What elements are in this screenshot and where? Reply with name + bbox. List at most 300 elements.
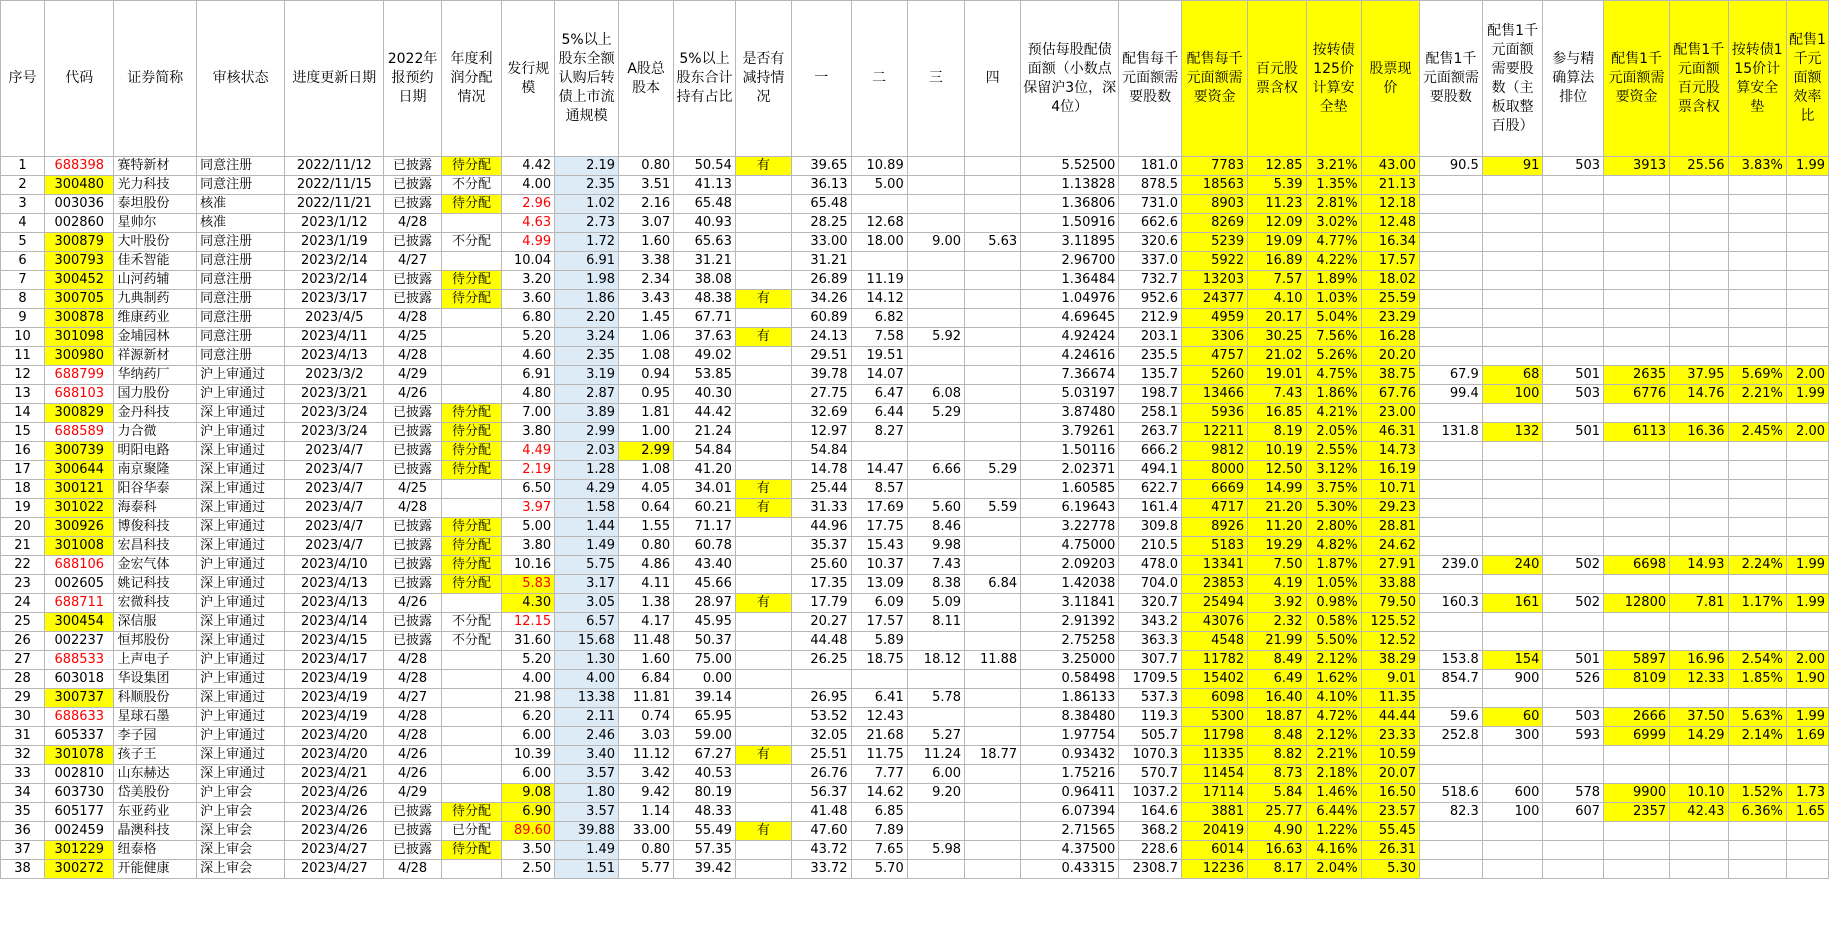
table-cell[interactable]: 6.44 <box>851 404 907 423</box>
table-cell[interactable]: 3881 <box>1182 803 1248 822</box>
table-cell[interactable]: 320.6 <box>1119 233 1182 252</box>
table-cell[interactable]: 6.49 <box>1248 670 1306 689</box>
table-cell[interactable]: 5.63% <box>1728 708 1786 727</box>
table-cell[interactable] <box>1728 841 1786 860</box>
table-cell[interactable]: 38.08 <box>674 271 736 290</box>
table-cell[interactable] <box>907 860 964 879</box>
table-cell[interactable]: 15.43 <box>851 537 907 556</box>
table-cell[interactable]: 已披露 <box>384 461 441 480</box>
table-cell[interactable]: 605177 <box>45 803 114 822</box>
table-cell[interactable]: 26.31 <box>1361 841 1419 860</box>
table-cell[interactable] <box>1543 176 1604 195</box>
table-cell[interactable]: 24.62 <box>1361 537 1419 556</box>
table-cell[interactable] <box>1482 328 1543 347</box>
table-cell[interactable]: 537.3 <box>1119 689 1182 708</box>
table-cell[interactable] <box>735 518 791 537</box>
table-cell[interactable]: 4.60 <box>502 347 555 366</box>
table-cell[interactable]: 5.59 <box>965 499 1021 518</box>
table-cell[interactable]: 金埔园林 <box>114 328 197 347</box>
table-cell[interactable]: 2023/4/26 <box>285 822 384 841</box>
table-cell[interactable]: 505.7 <box>1119 727 1182 746</box>
table-cell[interactable]: 2023/4/5 <box>285 309 384 328</box>
table-cell[interactable]: 1.02 <box>555 195 619 214</box>
table-cell[interactable]: 1 <box>1 157 45 176</box>
table-cell[interactable]: 6.90 <box>502 803 555 822</box>
table-cell[interactable]: 3.79261 <box>1021 423 1119 442</box>
table-cell[interactable]: 25494 <box>1182 594 1248 613</box>
table-cell[interactable] <box>1670 765 1728 784</box>
table-cell[interactable]: 17.75 <box>851 518 907 537</box>
table-cell[interactable]: 28 <box>1 670 45 689</box>
table-cell[interactable]: 5 <box>1 233 45 252</box>
table-cell[interactable]: 维康药业 <box>114 309 197 328</box>
table-cell[interactable]: 核准 <box>197 195 285 214</box>
table-cell[interactable] <box>441 594 502 613</box>
table-cell[interactable]: 161.4 <box>1119 499 1182 518</box>
table-cell[interactable]: 3.40 <box>555 746 619 765</box>
table-cell[interactable]: 300737 <box>45 689 114 708</box>
table-cell[interactable]: 14.99 <box>1248 480 1306 499</box>
table-cell[interactable] <box>907 803 964 822</box>
table-cell[interactable]: 17.57 <box>1361 252 1419 271</box>
table-cell[interactable]: 300480 <box>45 176 114 195</box>
table-cell[interactable] <box>1670 233 1728 252</box>
table-cell[interactable]: 26.25 <box>792 651 852 670</box>
table-cell[interactable]: 3.38 <box>619 252 674 271</box>
table-cell[interactable]: 48.33 <box>674 803 736 822</box>
table-cell[interactable]: 1.90 <box>1786 670 1828 689</box>
table-cell[interactable] <box>1482 271 1543 290</box>
table-cell[interactable]: 31 <box>1 727 45 746</box>
table-cell[interactable]: 23.00 <box>1361 404 1419 423</box>
table-cell[interactable] <box>1420 290 1483 309</box>
table-cell[interactable]: 11.19 <box>851 271 907 290</box>
table-cell[interactable]: 526 <box>1543 670 1604 689</box>
table-cell[interactable] <box>965 366 1021 385</box>
table-cell[interactable]: 0.00 <box>674 670 736 689</box>
table-cell[interactable]: 0.96411 <box>1021 784 1119 803</box>
table-cell[interactable] <box>1420 233 1483 252</box>
table-cell[interactable]: 待分配 <box>441 537 502 556</box>
column-header[interactable]: 配售每千元面额需要资金 <box>1182 1 1248 157</box>
table-cell[interactable]: 2023/3/21 <box>285 385 384 404</box>
table-cell[interactable]: 26.89 <box>792 271 852 290</box>
table-cell[interactable]: 5.09 <box>907 594 964 613</box>
table-cell[interactable] <box>1786 632 1828 651</box>
table-cell[interactable] <box>1728 195 1786 214</box>
table-cell[interactable] <box>1604 233 1670 252</box>
table-cell[interactable]: 31.21 <box>792 252 852 271</box>
table-cell[interactable]: 7.58 <box>851 328 907 347</box>
table-cell[interactable]: 0.58% <box>1306 613 1361 632</box>
table-cell[interactable]: 12.52 <box>1361 632 1419 651</box>
table-cell[interactable]: 60.21 <box>674 499 736 518</box>
table-cell[interactable]: 35.37 <box>792 537 852 556</box>
table-cell[interactable]: 17114 <box>1182 784 1248 803</box>
table-cell[interactable]: 2023/1/19 <box>285 233 384 252</box>
table-cell[interactable]: 19 <box>1 499 45 518</box>
table-cell[interactable]: 已披露 <box>384 632 441 651</box>
table-cell[interactable] <box>441 708 502 727</box>
table-cell[interactable]: 39.88 <box>555 822 619 841</box>
table-cell[interactable]: 6.41 <box>851 689 907 708</box>
table-cell[interactable]: 15.68 <box>555 632 619 651</box>
table-cell[interactable] <box>1786 442 1828 461</box>
table-cell[interactable]: 深上审通过 <box>197 461 285 480</box>
table-cell[interactable]: 2.46 <box>555 727 619 746</box>
table-cell[interactable]: 5.27 <box>907 727 964 746</box>
table-cell[interactable] <box>735 765 791 784</box>
table-cell[interactable]: 1.35% <box>1306 176 1361 195</box>
table-cell[interactable]: 301022 <box>45 499 114 518</box>
table-cell[interactable]: 40.30 <box>674 385 736 404</box>
table-cell[interactable]: 3.02% <box>1306 214 1361 233</box>
table-cell[interactable]: 518.6 <box>1420 784 1483 803</box>
table-cell[interactable]: 307.7 <box>1119 651 1182 670</box>
table-cell[interactable] <box>735 176 791 195</box>
table-cell[interactable]: 5.60 <box>907 499 964 518</box>
table-cell[interactable]: 2.20 <box>555 309 619 328</box>
table-cell[interactable]: 6.66 <box>907 461 964 480</box>
table-cell[interactable] <box>965 841 1021 860</box>
table-cell[interactable]: 12.97 <box>792 423 852 442</box>
table-cell[interactable]: 2666 <box>1604 708 1670 727</box>
table-cell[interactable]: 14.12 <box>851 290 907 309</box>
table-cell[interactable]: 12.18 <box>1361 195 1419 214</box>
table-cell[interactable]: 2.14% <box>1728 727 1786 746</box>
table-cell[interactable]: 1.36806 <box>1021 195 1119 214</box>
table-cell[interactable] <box>907 442 964 461</box>
table-cell[interactable]: 33.00 <box>792 233 852 252</box>
table-cell[interactable]: 4.29 <box>555 480 619 499</box>
table-cell[interactable] <box>441 746 502 765</box>
table-cell[interactable]: 17.35 <box>792 575 852 594</box>
table-cell[interactable]: 14.78 <box>792 461 852 480</box>
table-cell[interactable]: 1.89% <box>1306 271 1361 290</box>
table-cell[interactable]: 8 <box>1 290 45 309</box>
table-cell[interactable]: 75.00 <box>674 651 736 670</box>
table-cell[interactable] <box>1543 404 1604 423</box>
table-cell[interactable]: 11.24 <box>907 746 964 765</box>
table-cell[interactable] <box>965 195 1021 214</box>
column-header[interactable]: 2022年报预约日期 <box>384 1 441 157</box>
table-cell[interactable]: 4.24616 <box>1021 347 1119 366</box>
column-header[interactable]: 预估每股配债面额（小数点保留沪3位，深4位） <box>1021 1 1119 157</box>
table-cell[interactable] <box>965 480 1021 499</box>
table-cell[interactable]: 6113 <box>1604 423 1670 442</box>
table-cell[interactable]: 10.71 <box>1361 480 1419 499</box>
table-cell[interactable]: 67.9 <box>1420 366 1483 385</box>
table-cell[interactable]: 6669 <box>1182 480 1248 499</box>
table-cell[interactable]: 已披露 <box>384 176 441 195</box>
table-cell[interactable] <box>1482 765 1543 784</box>
table-cell[interactable] <box>735 689 791 708</box>
table-cell[interactable]: 32.05 <box>792 727 852 746</box>
table-cell[interactable]: 山河药辅 <box>114 271 197 290</box>
table-cell[interactable] <box>1482 822 1543 841</box>
table-cell[interactable]: 4/25 <box>384 480 441 499</box>
table-cell[interactable]: 2.81% <box>1306 195 1361 214</box>
table-cell[interactable]: 3913 <box>1604 157 1670 176</box>
table-cell[interactable] <box>1543 499 1604 518</box>
table-cell[interactable] <box>965 765 1021 784</box>
table-cell[interactable]: 24.13 <box>792 328 852 347</box>
table-cell[interactable]: 已披露 <box>384 518 441 537</box>
table-cell[interactable]: 16.28 <box>1361 328 1419 347</box>
table-cell[interactable]: 9.01 <box>1361 670 1419 689</box>
table-cell[interactable]: 4/27 <box>384 252 441 271</box>
table-cell[interactable] <box>735 708 791 727</box>
table-cell[interactable]: 263.7 <box>1119 423 1182 442</box>
table-cell[interactable]: 300454 <box>45 613 114 632</box>
table-cell[interactable]: 502 <box>1543 594 1604 613</box>
table-cell[interactable]: 2023/4/14 <box>285 613 384 632</box>
table-cell[interactable] <box>735 195 791 214</box>
table-cell[interactable] <box>1420 499 1483 518</box>
table-cell[interactable]: 570.7 <box>1119 765 1182 784</box>
table-cell[interactable]: 300 <box>1482 727 1543 746</box>
table-cell[interactable]: 1.58 <box>555 499 619 518</box>
table-cell[interactable]: 1.86% <box>1306 385 1361 404</box>
table-cell[interactable] <box>735 347 791 366</box>
table-cell[interactable]: 5922 <box>1182 252 1248 271</box>
table-cell[interactable]: 2023/4/19 <box>285 708 384 727</box>
table-cell[interactable]: 55.49 <box>674 822 736 841</box>
table-cell[interactable]: 3.97 <box>502 499 555 518</box>
table-cell[interactable]: 16.19 <box>1361 461 1419 480</box>
table-cell[interactable]: 不分配 <box>441 632 502 651</box>
table-cell[interactable]: 12 <box>1 366 45 385</box>
table-cell[interactable]: 5.20 <box>502 651 555 670</box>
table-cell[interactable]: 494.1 <box>1119 461 1182 480</box>
table-cell[interactable]: 60.89 <box>792 309 852 328</box>
table-cell[interactable]: 深上审通过 <box>197 632 285 651</box>
table-cell[interactable]: 54.84 <box>674 442 736 461</box>
table-cell[interactable]: 金丹科技 <box>114 404 197 423</box>
table-cell[interactable] <box>1786 499 1828 518</box>
table-cell[interactable]: 6.00 <box>502 727 555 746</box>
table-cell[interactable]: 90.5 <box>1420 157 1483 176</box>
table-cell[interactable]: 同意注册 <box>197 233 285 252</box>
table-cell[interactable] <box>1604 309 1670 328</box>
table-cell[interactable]: 38.75 <box>1361 366 1419 385</box>
table-cell[interactable]: 2023/3/24 <box>285 404 384 423</box>
table-cell[interactable]: 9812 <box>1182 442 1248 461</box>
table-cell[interactable]: 1.03% <box>1306 290 1361 309</box>
table-cell[interactable]: 已披露 <box>384 290 441 309</box>
table-cell[interactable] <box>1482 841 1543 860</box>
table-cell[interactable] <box>735 613 791 632</box>
table-cell[interactable]: 2023/4/17 <box>285 651 384 670</box>
table-cell[interactable] <box>1786 518 1828 537</box>
table-cell[interactable]: 2.12% <box>1306 727 1361 746</box>
table-cell[interactable]: 5.77 <box>619 860 674 879</box>
table-cell[interactable]: 3.43 <box>619 290 674 309</box>
table-cell[interactable]: 131.8 <box>1420 423 1483 442</box>
table-cell[interactable]: 7.81 <box>1670 594 1728 613</box>
table-cell[interactable]: 5.26% <box>1306 347 1361 366</box>
table-cell[interactable]: 4.80 <box>502 385 555 404</box>
table-cell[interactable]: 1.13828 <box>1021 176 1119 195</box>
table-cell[interactable]: 854.7 <box>1420 670 1483 689</box>
table-cell[interactable]: 10.10 <box>1670 784 1728 803</box>
table-cell[interactable] <box>441 328 502 347</box>
table-cell[interactable]: 待分配 <box>441 841 502 860</box>
table-cell[interactable]: 5.29 <box>965 461 1021 480</box>
table-cell[interactable]: 明阳电路 <box>114 442 197 461</box>
table-cell[interactable]: 6.91 <box>502 366 555 385</box>
table-cell[interactable]: 2023/4/20 <box>285 746 384 765</box>
table-cell[interactable]: 3.80 <box>502 423 555 442</box>
table-cell[interactable]: 12.50 <box>1248 461 1306 480</box>
table-cell[interactable]: 18.12 <box>907 651 964 670</box>
table-cell[interactable]: 12.15 <box>502 613 555 632</box>
table-cell[interactable]: 21.02 <box>1248 347 1306 366</box>
table-cell[interactable]: 2.24% <box>1728 556 1786 575</box>
table-cell[interactable] <box>1728 689 1786 708</box>
table-cell[interactable]: 67.71 <box>674 309 736 328</box>
table-cell[interactable]: 岱美股份 <box>114 784 197 803</box>
table-cell[interactable]: 501 <box>1543 366 1604 385</box>
table-cell[interactable]: 1.85% <box>1728 670 1786 689</box>
table-cell[interactable] <box>1543 214 1604 233</box>
table-cell[interactable] <box>1728 632 1786 651</box>
table-cell[interactable] <box>1786 575 1828 594</box>
table-cell[interactable]: 8926 <box>1182 518 1248 537</box>
table-cell[interactable]: 60 <box>1482 708 1543 727</box>
table-cell[interactable] <box>441 347 502 366</box>
table-cell[interactable]: 2.71565 <box>1021 822 1119 841</box>
table-cell[interactable]: 501 <box>1543 423 1604 442</box>
table-cell[interactable]: 12.85 <box>1248 157 1306 176</box>
table-cell[interactable]: 同意注册 <box>197 328 285 347</box>
table-cell[interactable]: 8.48 <box>1248 727 1306 746</box>
table-cell[interactable]: 5.52500 <box>1021 157 1119 176</box>
table-cell[interactable]: 4.86 <box>619 556 674 575</box>
table-cell[interactable]: 4.11 <box>619 575 674 594</box>
table-cell[interactable]: 11.48 <box>619 632 674 651</box>
table-cell[interactable]: 2.19 <box>555 157 619 176</box>
table-cell[interactable] <box>1482 537 1543 556</box>
table-cell[interactable]: 67.27 <box>674 746 736 765</box>
table-cell[interactable] <box>441 689 502 708</box>
table-cell[interactable]: 3.05 <box>555 594 619 613</box>
table-cell[interactable]: 3.89 <box>555 404 619 423</box>
table-cell[interactable]: 160.3 <box>1420 594 1483 613</box>
table-cell[interactable]: 有 <box>735 499 791 518</box>
table-cell[interactable]: 18.02 <box>1361 271 1419 290</box>
table-cell[interactable]: 27.75 <box>792 385 852 404</box>
table-cell[interactable] <box>1728 860 1786 879</box>
table-cell[interactable]: 12236 <box>1182 860 1248 879</box>
table-cell[interactable] <box>735 575 791 594</box>
table-cell[interactable]: 2.04% <box>1306 860 1361 879</box>
table-cell[interactable] <box>1543 480 1604 499</box>
table-cell[interactable] <box>1604 195 1670 214</box>
table-cell[interactable]: 43076 <box>1182 613 1248 632</box>
table-cell[interactable]: 10.19 <box>1248 442 1306 461</box>
table-cell[interactable]: 32 <box>1 746 45 765</box>
table-cell[interactable] <box>1604 632 1670 651</box>
table-cell[interactable] <box>1728 575 1786 594</box>
table-cell[interactable]: 1.99 <box>1786 157 1828 176</box>
table-cell[interactable] <box>735 670 791 689</box>
table-cell[interactable] <box>1482 442 1543 461</box>
table-cell[interactable] <box>1728 442 1786 461</box>
table-cell[interactable]: 25 <box>1 613 45 632</box>
table-cell[interactable]: 29.51 <box>792 347 852 366</box>
table-cell[interactable]: 已披露 <box>384 442 441 461</box>
table-cell[interactable] <box>907 214 964 233</box>
table-cell[interactable]: 3.12% <box>1306 461 1361 480</box>
table-cell[interactable]: 8.38 <box>907 575 964 594</box>
table-cell[interactable] <box>1728 252 1786 271</box>
table-cell[interactable] <box>851 195 907 214</box>
table-cell[interactable]: 1.60 <box>619 233 674 252</box>
table-cell[interactable]: 有 <box>735 746 791 765</box>
table-cell[interactable]: 1709.5 <box>1119 670 1182 689</box>
table-cell[interactable]: 0.74 <box>619 708 674 727</box>
table-cell[interactable] <box>1786 746 1828 765</box>
table-cell[interactable]: 1.22% <box>1306 822 1361 841</box>
table-cell[interactable]: 16.50 <box>1361 784 1419 803</box>
column-header[interactable]: 进度更新日期 <box>285 1 384 157</box>
table-cell[interactable] <box>965 271 1021 290</box>
table-cell[interactable] <box>1482 480 1543 499</box>
table-cell[interactable]: 25.51 <box>792 746 852 765</box>
table-cell[interactable] <box>1670 499 1728 518</box>
table-cell[interactable] <box>1670 328 1728 347</box>
table-cell[interactable]: 212.9 <box>1119 309 1182 328</box>
table-cell[interactable] <box>1728 499 1786 518</box>
table-cell[interactable] <box>1786 271 1828 290</box>
table-cell[interactable]: 7.65 <box>851 841 907 860</box>
table-cell[interactable]: 3.07 <box>619 214 674 233</box>
table-cell[interactable] <box>1786 214 1828 233</box>
table-cell[interactable]: 6.36% <box>1728 803 1786 822</box>
table-cell[interactable]: 不分配 <box>441 613 502 632</box>
table-cell[interactable]: 1.38 <box>619 594 674 613</box>
table-cell[interactable] <box>735 651 791 670</box>
table-cell[interactable]: 1.51 <box>555 860 619 879</box>
table-cell[interactable]: 80.19 <box>674 784 736 803</box>
table-cell[interactable]: 待分配 <box>441 556 502 575</box>
table-cell[interactable]: 1.50916 <box>1021 214 1119 233</box>
table-cell[interactable] <box>1420 746 1483 765</box>
table-cell[interactable]: 25.56 <box>1670 157 1728 176</box>
table-cell[interactable]: 2023/4/7 <box>285 480 384 499</box>
table-cell[interactable]: 2.02371 <box>1021 461 1119 480</box>
table-cell[interactable]: 65.95 <box>674 708 736 727</box>
table-cell[interactable] <box>441 860 502 879</box>
table-cell[interactable] <box>735 727 791 746</box>
table-cell[interactable]: 34.26 <box>792 290 852 309</box>
table-cell[interactable]: 11454 <box>1182 765 1248 784</box>
table-cell[interactable] <box>1786 689 1828 708</box>
table-cell[interactable]: 4.77% <box>1306 233 1361 252</box>
table-cell[interactable]: 19.51 <box>851 347 907 366</box>
table-cell[interactable]: 3.83% <box>1728 157 1786 176</box>
table-cell[interactable]: 深上审通过 <box>197 575 285 594</box>
table-cell[interactable]: 4.19 <box>1248 575 1306 594</box>
table-cell[interactable]: 2.87 <box>555 385 619 404</box>
table-cell[interactable]: 91 <box>1482 157 1543 176</box>
table-cell[interactable] <box>1543 252 1604 271</box>
table-cell[interactable]: 43.00 <box>1361 157 1419 176</box>
table-cell[interactable] <box>1786 347 1828 366</box>
table-cell[interactable]: 1.42038 <box>1021 575 1119 594</box>
table-cell[interactable]: 2023/4/26 <box>285 784 384 803</box>
